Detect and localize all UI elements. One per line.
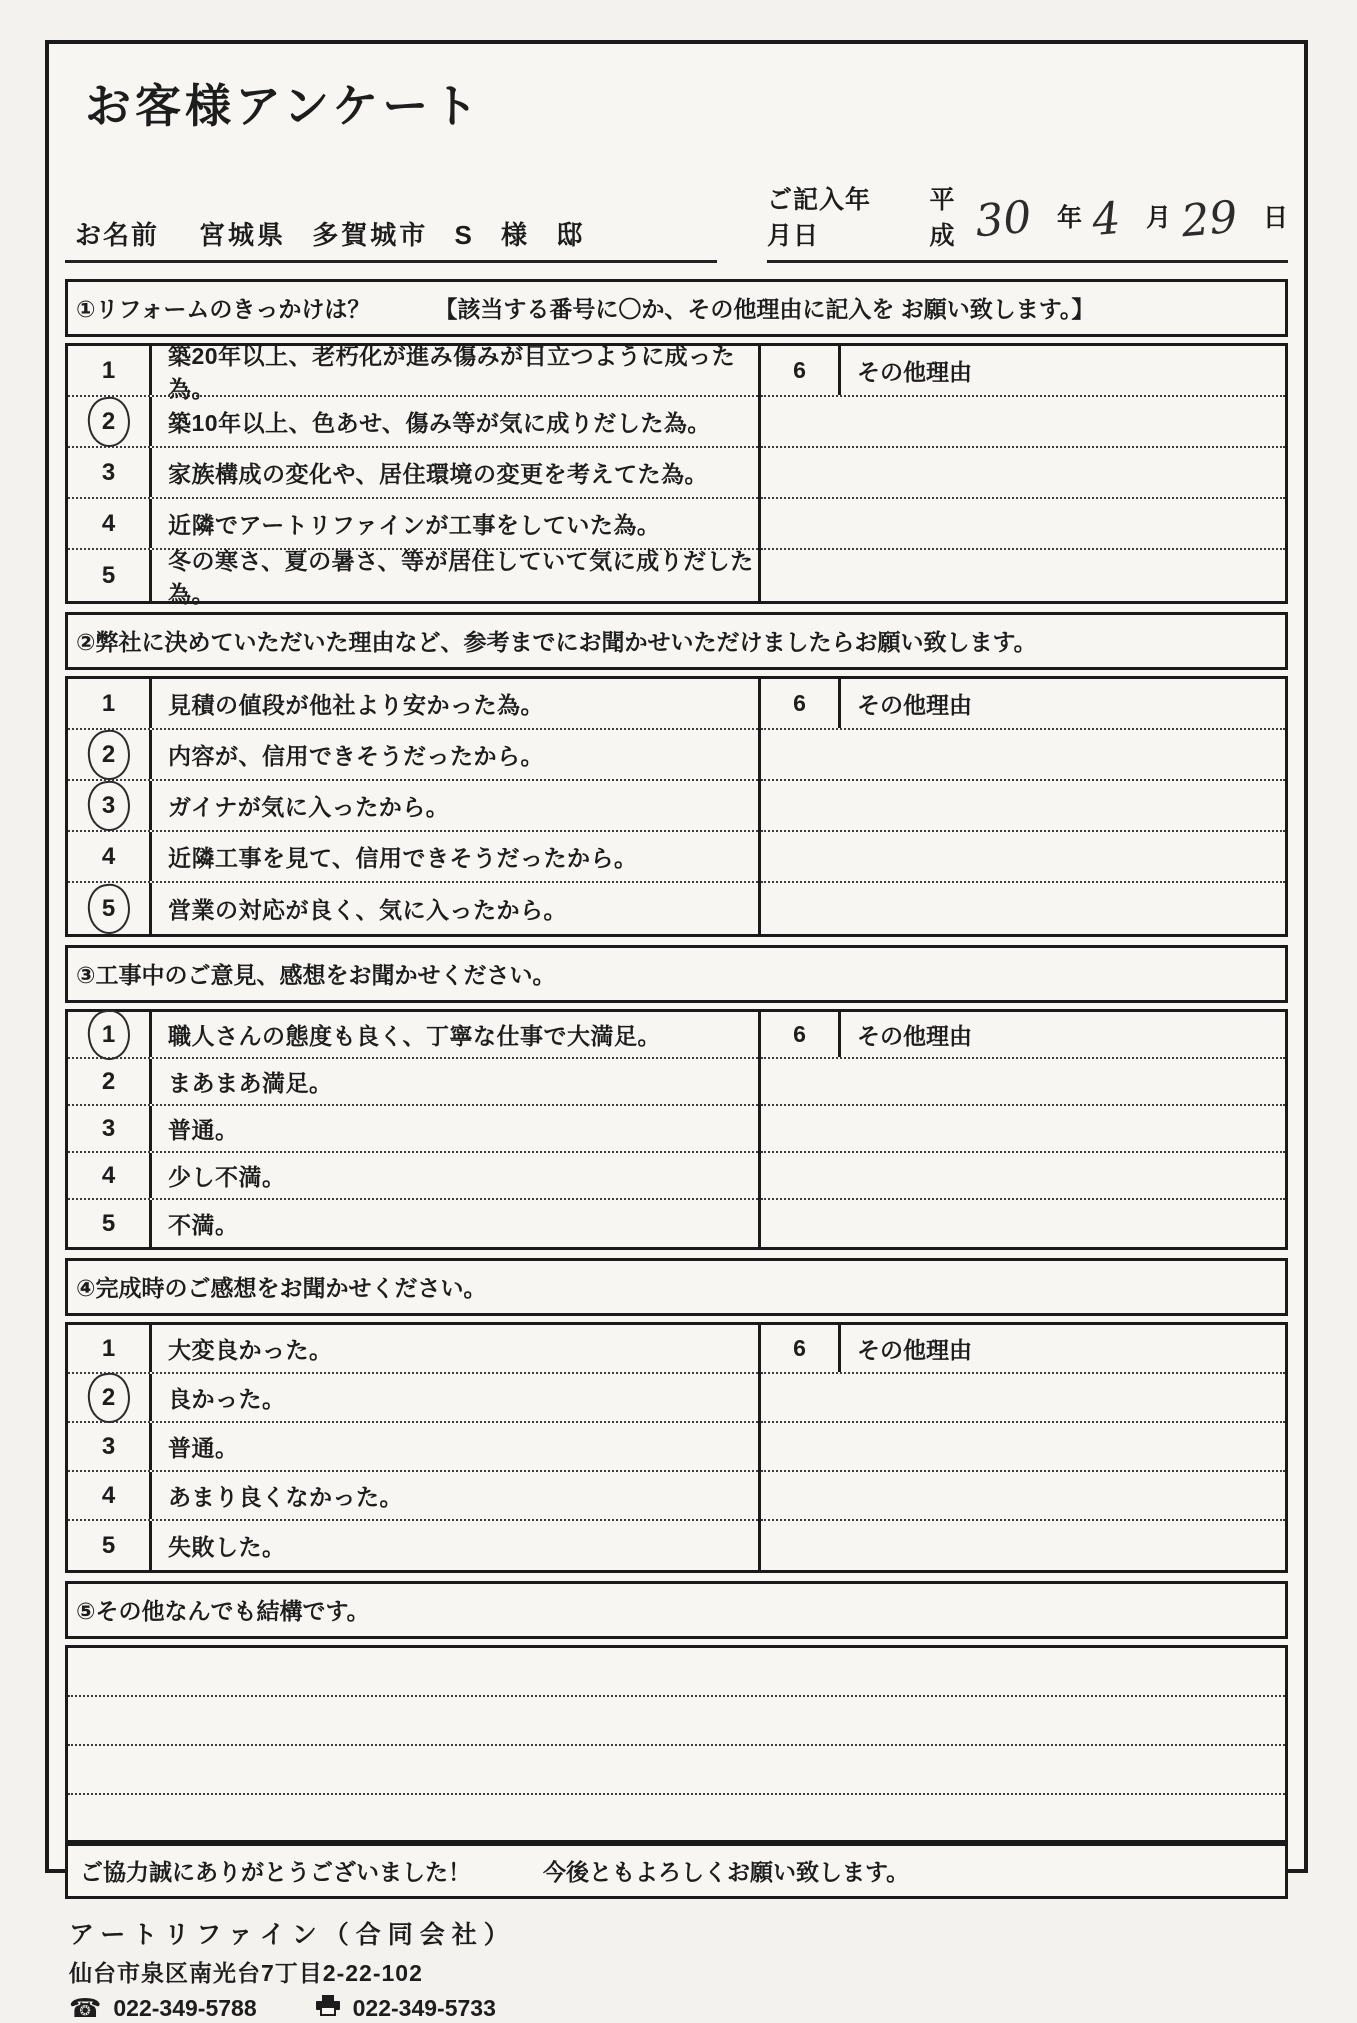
option-row	[68, 448, 758, 499]
section-1-title: ①リフォームのきっかけは？	[76, 296, 371, 322]
section-2-option-list	[68, 679, 758, 934]
option-number: 4	[68, 1153, 152, 1198]
section-1-option-list	[68, 342, 758, 607]
other-write-line	[761, 1106, 1285, 1153]
fax-item	[315, 1994, 496, 2022]
option-row	[68, 781, 758, 832]
option-label: 家族構成の変化や、居住環境の変更を考えてた為。	[168, 461, 709, 487]
option-label: 少し不満。	[168, 1164, 286, 1190]
company-footer	[65, 1899, 1288, 2022]
option-row	[68, 1521, 758, 1570]
write-line	[68, 1795, 1285, 1840]
option-number: 5	[68, 550, 152, 601]
section-5-header	[65, 1581, 1288, 1639]
other-write-line	[761, 1153, 1285, 1200]
option-row	[68, 1423, 758, 1472]
option-number: 5	[68, 1521, 152, 1570]
option-number: 2	[68, 397, 152, 446]
option-number: 4	[68, 832, 152, 881]
other-label: その他理由	[857, 1023, 972, 1049]
write-line	[68, 1697, 1285, 1746]
option-label: 良かった。	[168, 1386, 286, 1412]
other-write-line	[761, 397, 1285, 448]
other-write-line	[761, 730, 1285, 781]
option-row	[68, 1325, 758, 1374]
section-5-title: ⑤その他なんでも結構です。	[76, 1598, 370, 1624]
option-label: 築20年以上、老朽化が進み傷みが目立つように成った為。	[168, 342, 736, 402]
company-name: アートリファイン（合同会社）	[69, 1921, 516, 1949]
option-label: まあまあ満足。	[168, 1070, 333, 1096]
option-label: 見積の値段が他社より安かった為。	[168, 692, 544, 718]
other-number: 6	[761, 1325, 841, 1372]
option-row	[68, 832, 758, 883]
tel-item	[69, 1995, 257, 2022]
option-number: 5	[68, 883, 152, 934]
phone-icon: ☎	[69, 1993, 102, 2023]
handwritten-month: 4	[1090, 193, 1123, 247]
section-3-option-list	[68, 1012, 758, 1247]
other-write-line	[761, 1472, 1285, 1521]
option-number: 4	[68, 499, 152, 548]
option-row	[68, 1153, 758, 1200]
option-number: 2	[68, 1059, 152, 1104]
option-row	[68, 1374, 758, 1423]
other-write-line	[761, 781, 1285, 832]
option-row	[68, 1012, 758, 1059]
option-label: ガイナが気に入ったから。	[168, 794, 450, 820]
option-label: 冬の寒さ、夏の暑さ、等が居住していて気に成りだした為。	[168, 547, 754, 607]
other-label: その他理由	[857, 359, 972, 385]
other-reason-row	[761, 346, 1285, 397]
other-write-line	[761, 1200, 1285, 1247]
tel-number: 022-349-5788	[113, 1994, 257, 2021]
option-label: 普通。	[168, 1435, 239, 1461]
option-number: 1	[68, 346, 152, 395]
handwritten-day: 29	[1179, 191, 1240, 248]
option-label: あまり良くなかった。	[168, 1484, 403, 1510]
section-2-other-area	[758, 679, 1285, 934]
section-4-other-area	[758, 1325, 1285, 1570]
section-3-other-area	[758, 1012, 1285, 1247]
option-number: 3	[68, 1106, 152, 1151]
other-write-line	[761, 1059, 1285, 1106]
month-unit: 月	[1145, 204, 1171, 232]
section-2-header	[65, 612, 1288, 670]
other-write-line	[761, 1423, 1285, 1472]
option-row	[68, 1059, 758, 1106]
name-label: お名前	[75, 220, 160, 250]
fax-icon	[315, 1994, 341, 2022]
closing-message-row	[65, 1843, 1288, 1899]
option-number: 4	[68, 1472, 152, 1519]
option-label: 内容が、信用できそうだったから。	[168, 743, 544, 769]
fax-number: 022-349-5733	[352, 1994, 496, 2021]
other-label: その他理由	[857, 1337, 972, 1363]
option-row	[68, 397, 758, 448]
other-number: 6	[761, 346, 841, 395]
section-2-options	[65, 676, 1288, 937]
section-4-options	[65, 1322, 1288, 1573]
date-field	[767, 180, 1288, 263]
closing-regards: 今後ともよろしくお願い致します。	[543, 1859, 910, 1885]
section-1-options	[65, 342, 1288, 607]
name-field	[65, 215, 717, 263]
section-3-header	[65, 945, 1288, 1003]
option-row	[68, 1106, 758, 1153]
other-write-line	[761, 448, 1285, 499]
handwritten-year: 30	[973, 191, 1034, 248]
page-title: お客様アンケート	[85, 79, 483, 133]
free-comment-area	[65, 1645, 1288, 1843]
year-unit: 年	[1056, 204, 1082, 232]
date-label: ご記入年月日	[767, 186, 872, 250]
option-label: 失敗した。	[168, 1534, 286, 1560]
option-number: 3	[68, 781, 152, 830]
option-row	[68, 679, 758, 730]
option-label: 営業の対応が良く、気に入ったから。	[168, 897, 568, 923]
option-row	[68, 547, 758, 607]
company-contacts	[69, 1994, 1282, 2022]
other-label: その他理由	[857, 692, 972, 718]
option-number: 5	[68, 1200, 152, 1247]
other-reason-row	[761, 1325, 1285, 1374]
write-line	[68, 1648, 1285, 1697]
write-line	[68, 1746, 1285, 1795]
other-write-line	[761, 883, 1285, 934]
name-value: 宮城県 多賀城市 S 様 邸	[199, 220, 586, 250]
other-write-line	[761, 499, 1285, 550]
other-write-line	[761, 550, 1285, 601]
era-label: 平成	[929, 186, 955, 250]
name-date-row	[65, 180, 1288, 263]
section-2-title: ②弊社に決めていただいた理由など、参考までにお聞かせいただけましたらお願い致します。	[76, 629, 1037, 655]
other-reason-row	[761, 679, 1285, 730]
option-number: 2	[68, 730, 152, 779]
other-reason-row	[761, 1012, 1285, 1059]
section-1-header	[65, 279, 1288, 337]
section-3-options	[65, 1009, 1288, 1250]
option-row	[68, 883, 758, 934]
option-number: 3	[68, 448, 152, 497]
other-number: 6	[761, 679, 841, 728]
option-number: 1	[68, 1012, 152, 1057]
option-label: 不満。	[168, 1212, 239, 1238]
option-number: 1	[68, 679, 152, 728]
option-label: 近隣でアートリファインが工事をしていた為。	[168, 512, 661, 538]
option-number: 3	[68, 1423, 152, 1470]
other-write-line	[761, 1521, 1285, 1570]
option-label: 大変良かった。	[168, 1337, 333, 1363]
option-label: 築10年以上、色あせ、傷み等が気に成りだした為。	[168, 410, 711, 436]
company-address: 仙台市泉区南光台7丁目2-22-102	[69, 1960, 423, 1986]
other-write-line	[761, 1374, 1285, 1423]
other-write-line	[761, 832, 1285, 883]
section-1-note: 【該当する番号に〇か、その他理由に記入を お願い致します。】	[434, 296, 1095, 322]
option-number: 1	[68, 1325, 152, 1372]
option-label: 普通。	[168, 1117, 239, 1143]
option-row	[68, 1200, 758, 1247]
option-label: 職人さんの態度も良く、丁寧な仕事で大満足。	[168, 1023, 662, 1049]
section-4-title: ④完成時のご感想をお聞かせください。	[76, 1275, 487, 1301]
option-row	[68, 342, 758, 402]
option-number: 2	[68, 1374, 152, 1421]
day-unit: 日	[1262, 204, 1288, 232]
option-row	[68, 1472, 758, 1521]
survey-form	[45, 40, 1308, 2023]
other-number: 6	[761, 1012, 841, 1057]
option-label: 近隣工事を見て、信用できそうだったから。	[168, 845, 638, 871]
section-4-header	[65, 1258, 1288, 1316]
section-3-title: ③工事中のご意見、感想をお聞かせください。	[76, 962, 556, 988]
section-4-option-list	[68, 1325, 758, 1570]
section-1-other-area	[758, 346, 1285, 601]
option-row	[68, 730, 758, 781]
closing-thanks: ご協力誠にありがとうございました！	[80, 1859, 471, 1885]
